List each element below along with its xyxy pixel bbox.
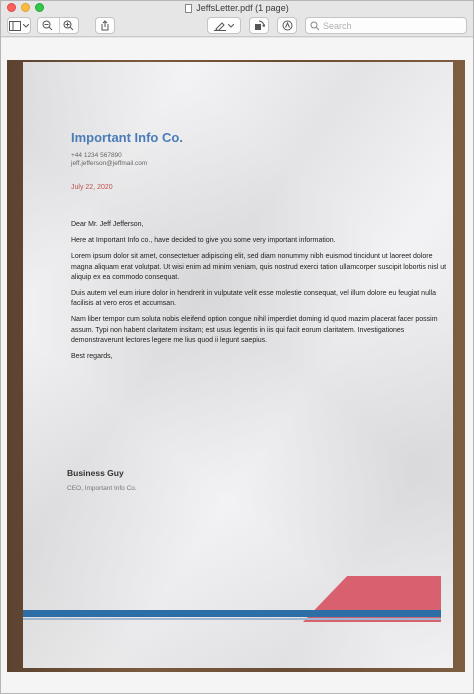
pdf-page[interactable] [7,60,465,672]
chevron-down-icon [23,24,29,28]
toolbar [1,15,473,37]
sidebar-icon [9,21,21,31]
footer-blue-bar [23,610,441,617]
letter-body [71,220,447,368]
footer-light-bar [23,618,441,620]
share-button[interactable] [95,17,115,34]
paragraph: Duis autem vel eum iriure dolor in hendrerit in vulputate velit esse molestie consequat, vel illum dolore eu feugiat nulla facilisis at vero eros et accumsan. [71,290,436,308]
share-icon [100,20,110,31]
signer-name: Business Guy [67,468,124,478]
search-icon [310,21,320,31]
window-controls [7,3,44,12]
markup-button[interactable] [207,17,241,34]
salutation: Dear Mr. Jeff Jefferson, [71,221,144,228]
document-view[interactable] [1,38,473,693]
contact-info [71,152,147,168]
minimize-window-button[interactable] [21,3,30,12]
zoom-out-button[interactable] [38,18,57,33]
paragraph: Lorem ipsum dolor sit amet, consectetuer adipiscing elit, sed diam nonummy nibh euismod tincidunt ut laoreet dolore magna aliquam erat volutpat. Ut wisi enim ad minim veniam, quis nostrud exerci tation ullamcorper suscipit lobortis nisl ut aliquip ex ea commodo consequat. [71,253,447,281]
vertical-scrollbar[interactable] [466,44,470,684]
rotate-icon [254,20,265,31]
zoom-out-icon [42,20,53,31]
zoom-in-icon [63,20,74,31]
sidebar-toggle-button[interactable] [7,17,31,34]
company-name: Important Info Co. [71,130,183,145]
contact-email: jeff.jefferson@jeffmail.com [71,160,148,167]
window-title [185,3,288,13]
title-bar[interactable] [1,1,473,15]
zoom-window-button[interactable] [35,3,44,12]
zoom-controls [37,17,79,34]
paragraph: Nam liber tempor cum soluta nobis eleifend option congue nihil imperdiet doming id quod mazim placerat facer possim assum. Typi non habent claritatem insitam; est usus legentis in iis qui facit eorum claritatem. Investigationes demonstraverunt lectores legere me lius quod ii legunt saepius. [71,316,438,344]
pdf-document-icon [185,4,192,13]
letter-paper [23,62,453,668]
rotate-button[interactable] [249,17,269,34]
signer-title: CEO, Important Info Co. [67,485,137,492]
letter-date: July 22, 2020 [71,184,113,191]
pen-markup-icon [214,21,226,31]
window-title-text: JeffsLetter.pdf (1 page) [196,3,289,13]
annotate-icon [282,20,293,31]
closing: Best regards, [71,353,113,361]
zoom-in-button[interactable] [59,18,78,33]
close-window-button[interactable] [7,3,16,12]
chevron-down-icon [228,24,234,28]
contact-phone: +44 1234 567890 [71,152,122,159]
search-input[interactable] [323,21,463,31]
search-field[interactable] [305,17,467,34]
annotate-button[interactable] [277,17,297,34]
paragraph: Here at Important Info co., have decided to give you some very important information. [71,237,336,245]
